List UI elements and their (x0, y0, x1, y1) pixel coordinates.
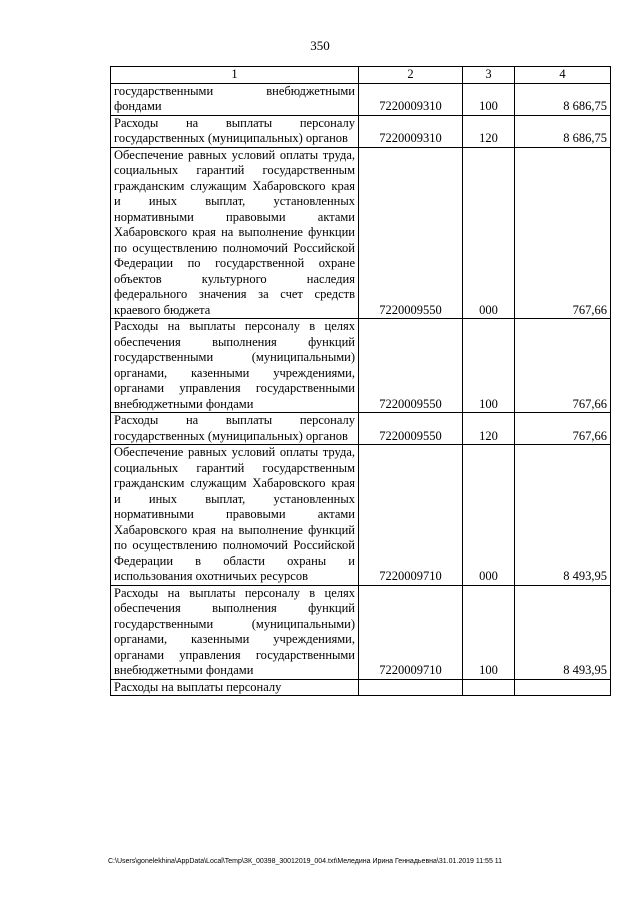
row-target-code: 7220009550 (359, 147, 463, 319)
row-amount: 767,66 (515, 413, 611, 445)
row-expense-kind: 100 (463, 319, 515, 413)
row-amount: 8 493,95 (515, 445, 611, 586)
budget-table (110, 66, 611, 696)
table-row (111, 83, 611, 115)
row-description: государственными внебюджетными фондами (111, 83, 359, 115)
column-header-4: 4 (515, 67, 611, 84)
table-row (111, 413, 611, 445)
row-amount: 8 493,95 (515, 585, 611, 679)
row-expense-kind: 120 (463, 413, 515, 445)
column-header-1: 1 (111, 67, 359, 84)
row-description: Обеспечение равных условий оплаты труда, социальных гарантий государственным гражданским служащим Хабаровского края и иных выплат, установленных нормативными правовыми актами Хабаровского края на выполнение функции по осуществлению полномочий Российской Федерации по государственной охране объектов культурного наследия федерального значения за счет средств краевого бюджета (111, 147, 359, 319)
row-amount (515, 679, 611, 696)
page-number: 350 (310, 38, 330, 53)
row-target-code: 7220009550 (359, 319, 463, 413)
row-expense-kind: 000 (463, 147, 515, 319)
table-row (111, 679, 611, 696)
row-description: Расходы на выплаты персоналу государственных (муниципальных) органов (111, 413, 359, 445)
row-amount: 8 686,75 (515, 115, 611, 147)
table-row (111, 585, 611, 679)
table-row (111, 115, 611, 147)
row-target-code: 7220009710 (359, 445, 463, 586)
row-target-code: 7220009550 (359, 413, 463, 445)
row-target-code (359, 679, 463, 696)
row-target-code: 7220009310 (359, 83, 463, 115)
row-description: Расходы на выплаты персоналу в целях обеспечения выполнения функций государственными (муниципальными) органами, казенными учреждениями, органами управления государственными внебюджетными фондами (111, 585, 359, 679)
row-description: Расходы на выплаты персоналу (111, 679, 359, 696)
row-description: Обеспечение равных условий оплаты труда, социальных гарантий государственным гражданским служащим Хабаровского края и иных выплат, установленных нормативными правовыми актами Хабаровского края на выполнение функций по осуществлению полномочий Российской Федерации в области охраны и использования охотничьих ресурсов (111, 445, 359, 586)
table-row (111, 147, 611, 319)
table-header-row (111, 67, 611, 84)
row-amount: 767,66 (515, 147, 611, 319)
row-target-code: 7220009710 (359, 585, 463, 679)
column-header-3: 3 (463, 67, 515, 84)
row-expense-kind (463, 679, 515, 696)
row-amount: 767,66 (515, 319, 611, 413)
row-expense-kind: 100 (463, 83, 515, 115)
row-amount: 8 686,75 (515, 83, 611, 115)
row-expense-kind: 100 (463, 585, 515, 679)
file-path-footer: C:\Users\gonelekhina\AppData\Local\Temp\ЗК_00398_30012019_004.txt\Меледина Ирина Геннадьевна\31.01.2019 11:55 11 (108, 858, 503, 865)
row-description: Расходы на выплаты персоналу в целях обеспечения выполнения функций государственными (муниципальными) органами, казенными учреждениями, органами управления государственными внебюджетными фондами (111, 319, 359, 413)
table-row (111, 319, 611, 413)
row-expense-kind: 000 (463, 445, 515, 586)
row-description: Расходы на выплаты персоналу государственных (муниципальных) органов (111, 115, 359, 147)
row-target-code: 7220009310 (359, 115, 463, 147)
column-header-2: 2 (359, 67, 463, 84)
row-expense-kind: 120 (463, 115, 515, 147)
table-row (111, 445, 611, 586)
